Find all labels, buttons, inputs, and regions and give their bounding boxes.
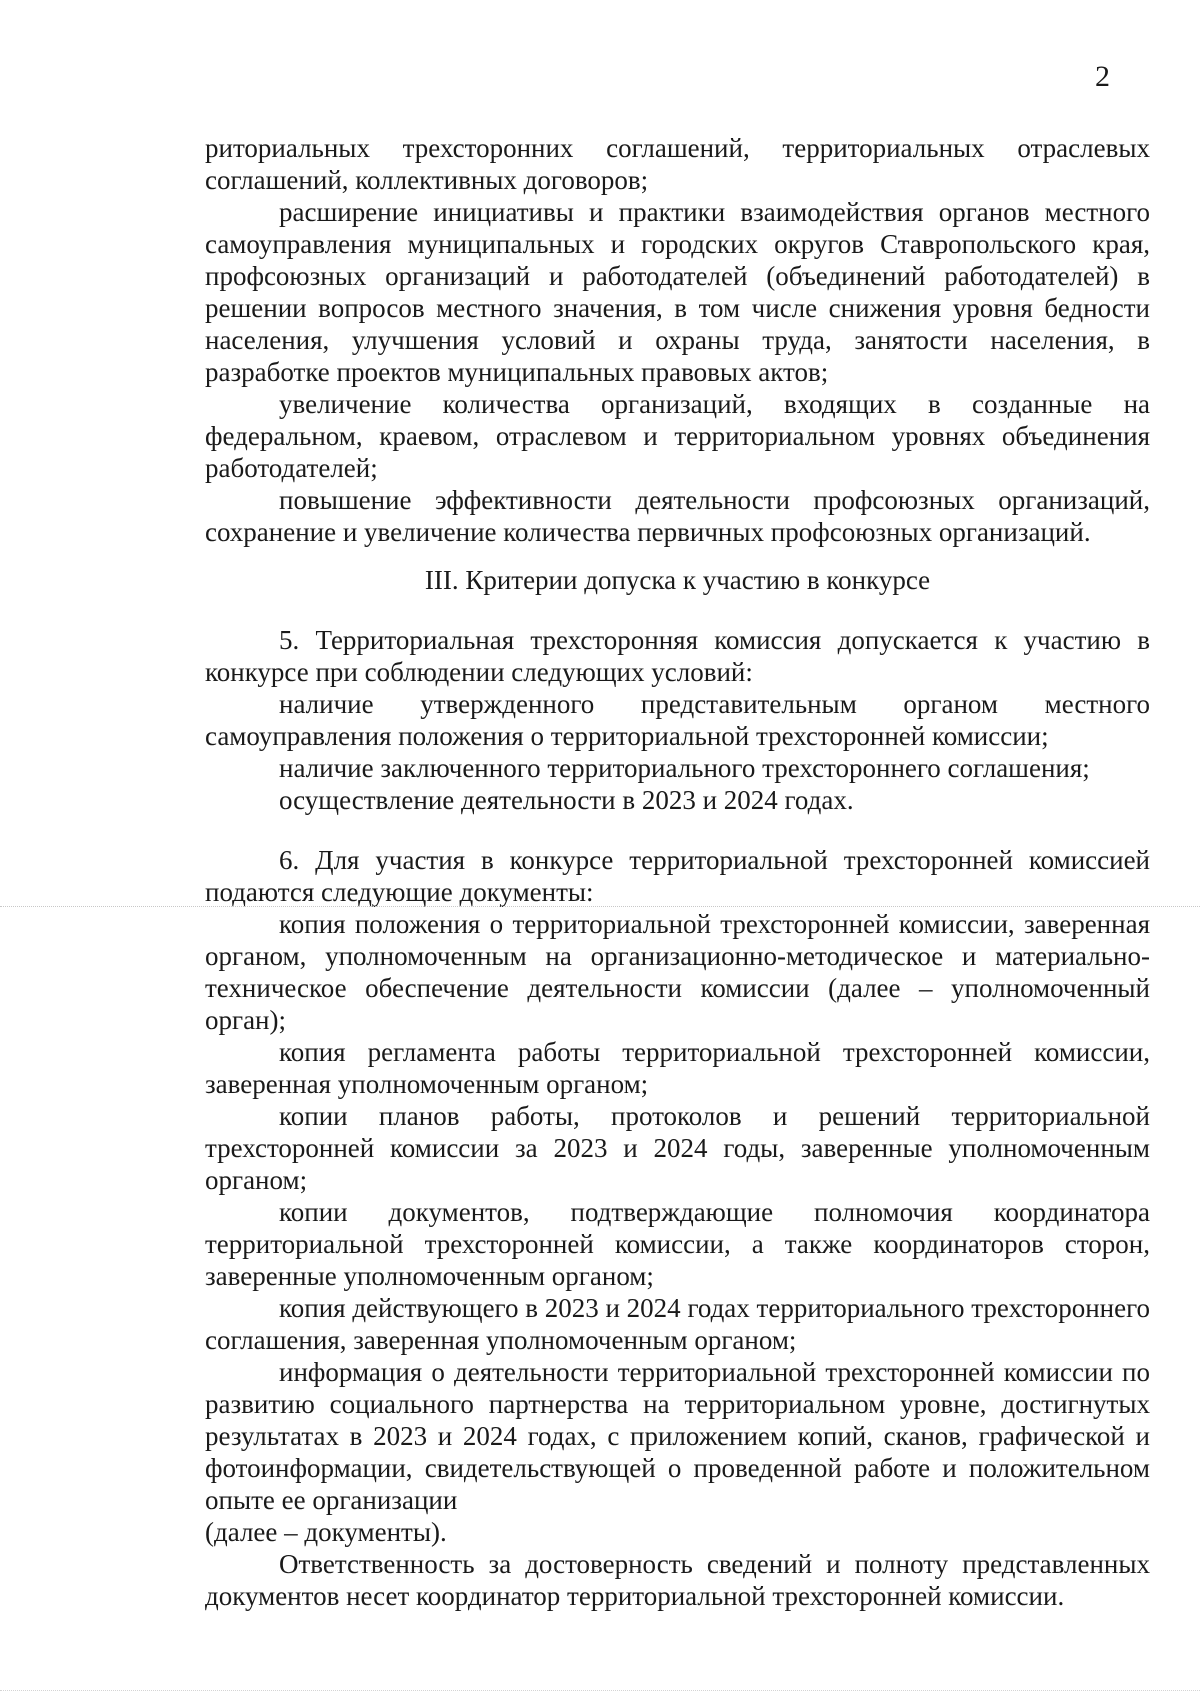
clause-5: 5. Территориальная трехсторонняя комиссия допускается к участию в конкурсе при соблюдении следующих условий: bbox=[205, 625, 1150, 687]
paragraph-employers: увеличение количества организаций, входящих в созданные на федеральном, краевом, отраслевом и территориальном уровнях объединения работодателей; bbox=[205, 389, 1150, 483]
documents-definition: (далее – документы). bbox=[205, 1517, 447, 1547]
document-authority-copy: копии документов, подтверждающие полномочия координатора территориальной трехсторонней комиссии, а также координаторов сторон, заверенные уполномоченным органом; bbox=[205, 1197, 1150, 1291]
paragraph-trade-unions: повышение эффективности деятельности профсоюзных организаций, сохранение и увеличение количества первичных профсоюзных организаций. bbox=[205, 485, 1150, 547]
paragraph-initiative: расширение инициативы и практики взаимодействия органов местного самоуправления муниципальных и городских округов Ставропольского края, профсоюзных организаций и работодателей (объединений работодателей) в решении вопросов местного значения, в том числе снижения уровня бедности населения, улучшения условий и охраны труда, занятости населения, в разработке проектов муниципальных правовых актов; bbox=[205, 197, 1150, 387]
section-heading: III. Критерии допуска к участию в конкурсе bbox=[424, 565, 931, 595]
condition-agreement: наличие заключенного территориального трехстороннего соглашения; bbox=[279, 753, 1090, 783]
paragraph-continuation: риториальных трехсторонних соглашений, территориальных отраслевых соглашений, коллективных договоров; bbox=[205, 133, 1150, 195]
document-agreement-copy: копия действующего в 2023 и 2024 годах территориального трехстороннего соглашения, заверенная уполномоченным органом; bbox=[205, 1293, 1150, 1355]
spacer bbox=[205, 816, 1150, 844]
clause-6: 6. Для участия в конкурсе территориальной трехсторонней комиссией подаются следующие документы: bbox=[205, 845, 1150, 907]
page-number: 2 bbox=[1095, 60, 1110, 93]
document-body bbox=[205, 132, 1150, 1612]
responsibility-clause: Ответственность за достоверность сведений и полноту представленных документов несет координатор территориальной трехсторонней комиссии. bbox=[205, 1549, 1150, 1611]
document-regulation-copy: копия положения о территориальной трехсторонней комиссии, заверенная органом, уполномоченным на организационно-методическое и материально-техническое обеспечение деятельности комиссии (далее – уполномоченный орган); bbox=[205, 909, 1150, 1035]
document-activity-info: информация о деятельности территориальной трехсторонней комиссии по развитию социального партнерства на территориальном уровне, достигнутых результатах в 2023 и 2024 годах, с приложением копий, сканов, графической и фотоинформации, свидетельствующей о проведенной работе и положительном опыте ее организации bbox=[205, 1357, 1150, 1515]
scan-artifact-line bbox=[0, 906, 1200, 907]
scan-artifact-line bbox=[0, 1690, 1200, 1691]
document-plans-copy: копии планов работы, протоколов и решений территориальной трехсторонней комиссии за 2023 и 2024 годы, заверенные уполномоченным органом; bbox=[205, 1101, 1150, 1195]
document-rules-copy: копия регламента работы территориальной трехсторонней комиссии, заверенная уполномоченным органом; bbox=[205, 1037, 1150, 1099]
condition-activity: осуществление деятельности в 2023 и 2024 годах. bbox=[279, 785, 854, 815]
condition-regulation: наличие утвержденного представительным органом местного самоуправления положения о территориальной трехсторонней комиссии; bbox=[205, 689, 1150, 751]
